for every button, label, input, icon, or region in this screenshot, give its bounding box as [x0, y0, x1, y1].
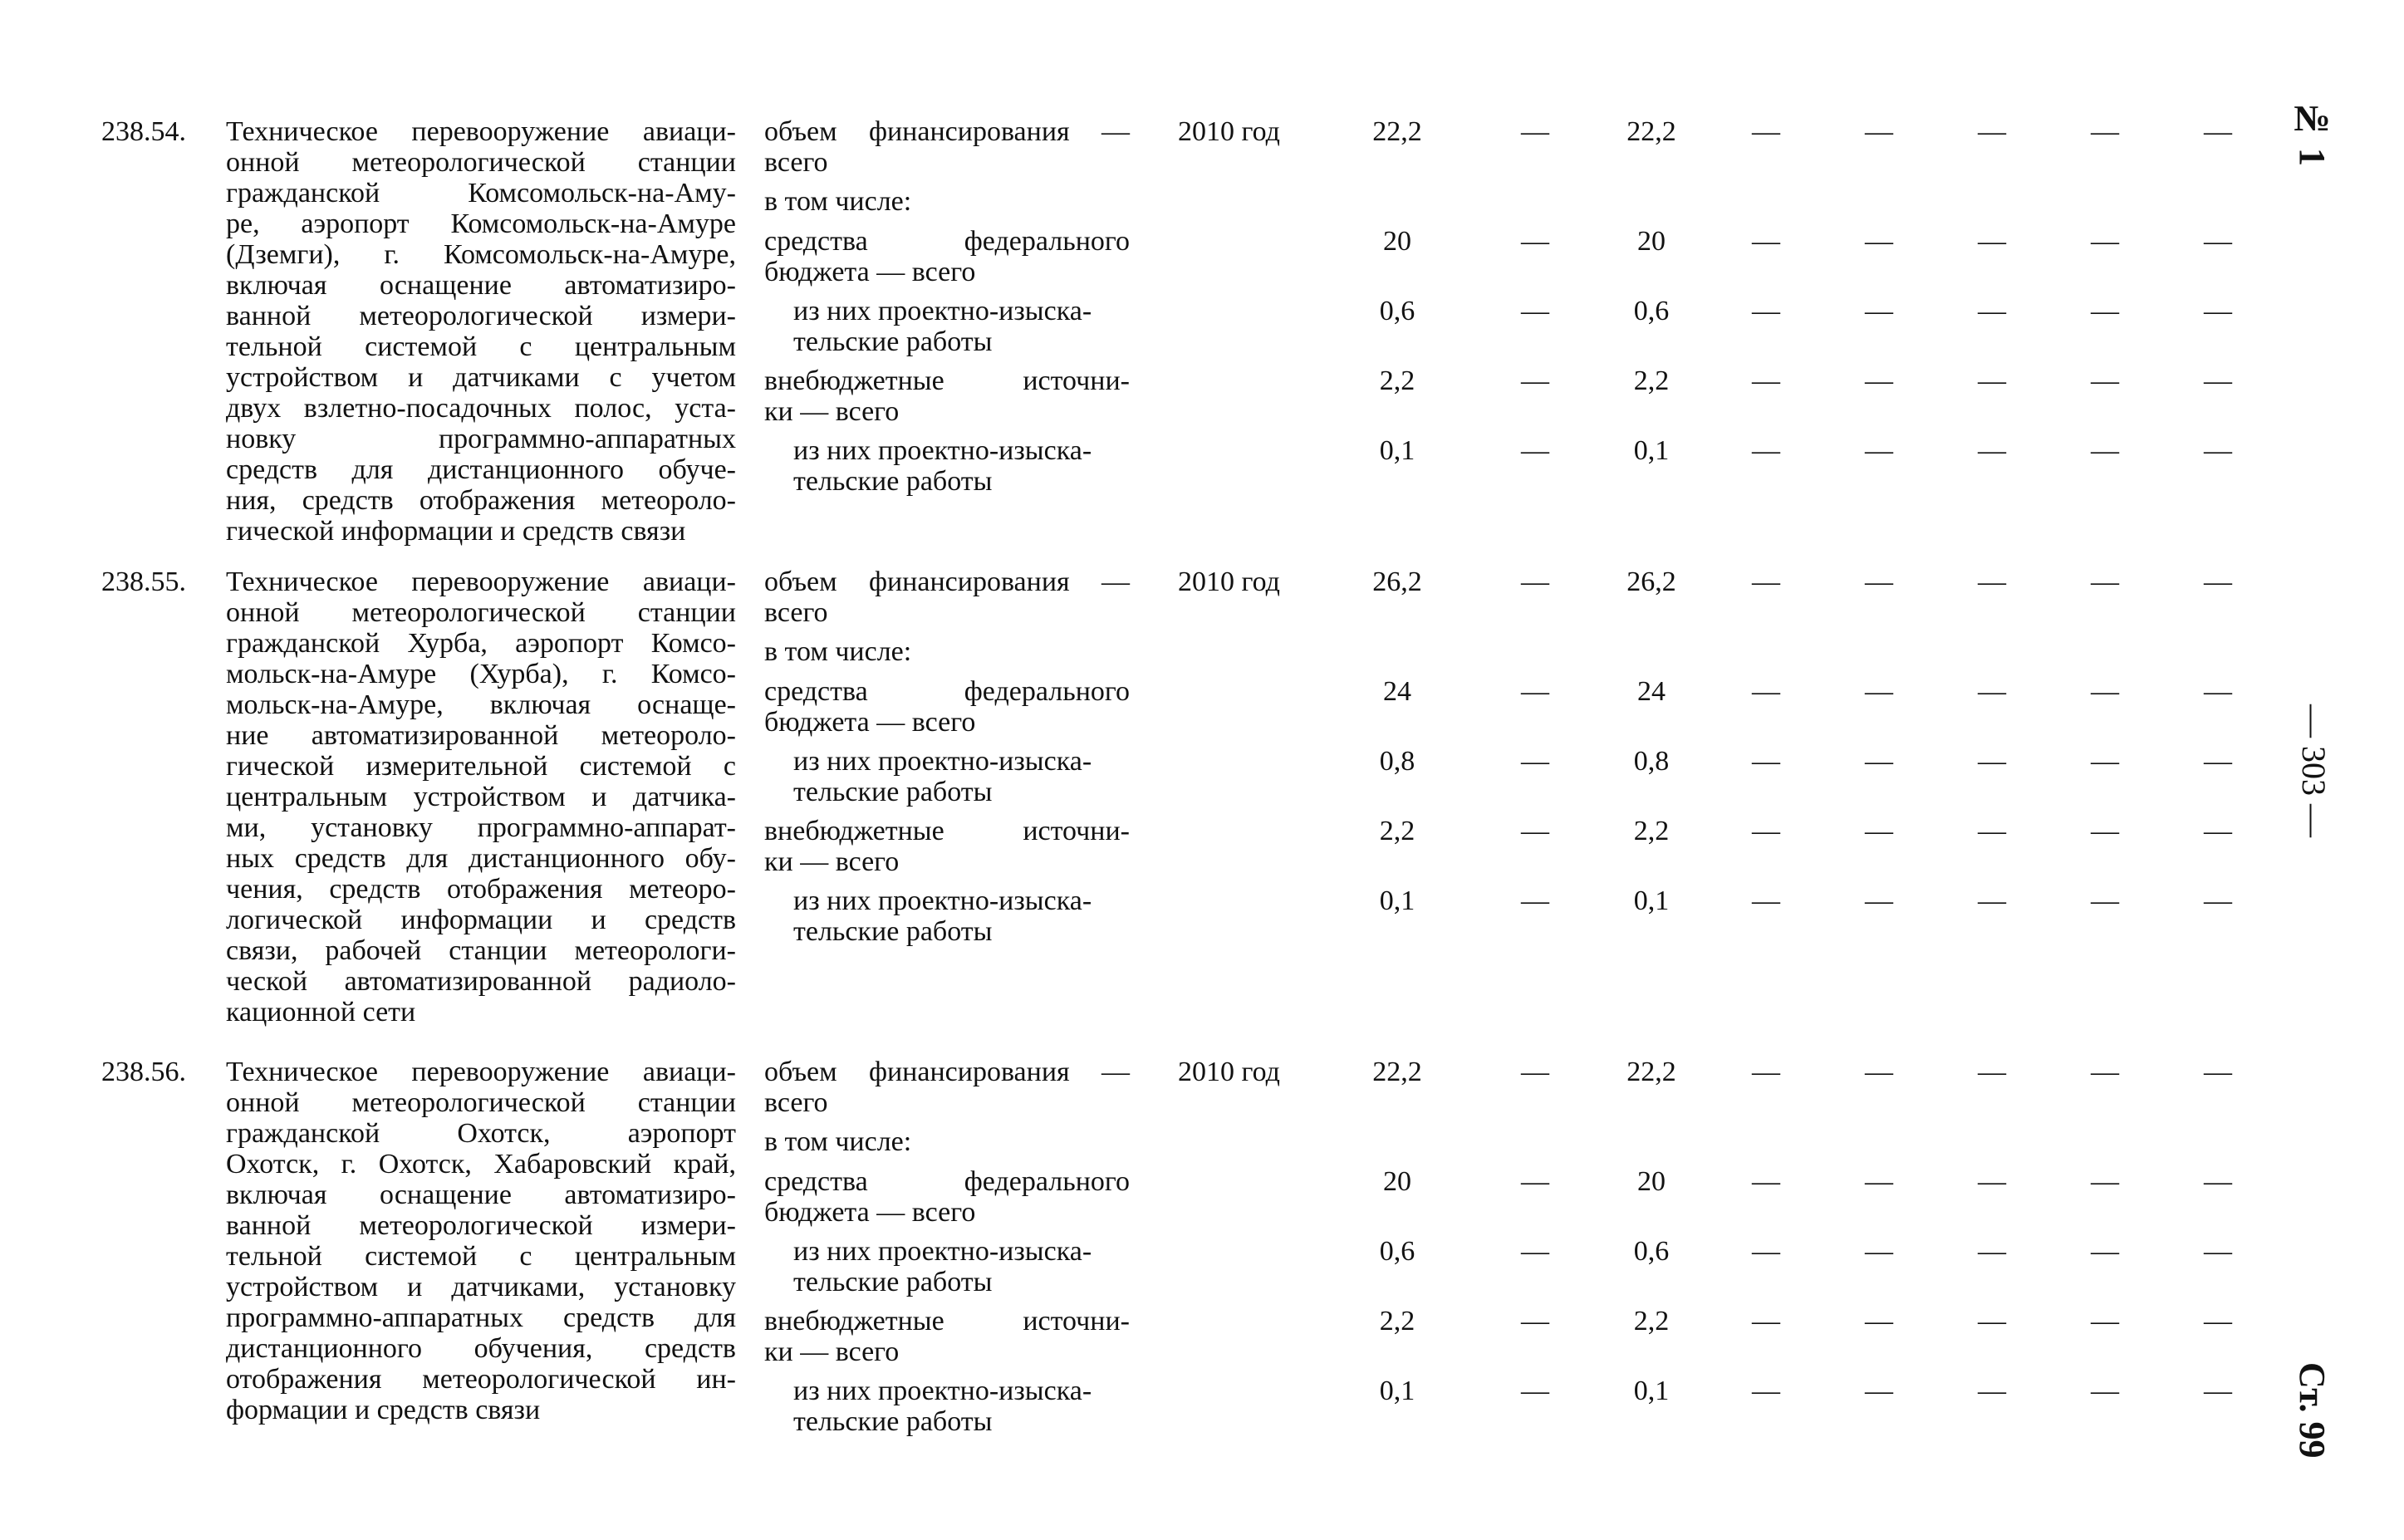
amount-cell: —	[1978, 746, 2006, 777]
description-line: гической измерительной системой с	[226, 751, 736, 782]
amount-cell: 0,1	[1633, 885, 1670, 916]
amount-cell: —	[1865, 816, 1893, 846]
amount-cell: —	[1865, 746, 1893, 777]
amount-cell: 22,2	[1626, 116, 1676, 147]
amount-cell: 0,1	[1633, 435, 1670, 466]
entry-year: 2010 год	[1178, 566, 1280, 597]
amount-cell: —	[2204, 816, 2232, 846]
amount-cell: —	[2204, 885, 2232, 916]
amount-cell: —	[1521, 885, 1549, 916]
funding-source-label	[764, 1057, 1130, 1118]
funding-source-label	[764, 226, 1130, 287]
amount-cell: —	[1521, 1376, 1549, 1406]
description-line: онной метеорологической станции	[226, 1087, 736, 1118]
amount-cell: —	[1865, 1376, 1893, 1406]
funding-source-line: всего	[764, 1087, 828, 1118]
description-line: Охотск, г. Охотск, Хабаровский край,	[226, 1149, 736, 1180]
funding-source-line: объем финансирования —	[764, 566, 1130, 597]
entry-year: 2010 год	[1178, 1057, 1280, 1087]
funding-source-label	[793, 746, 1130, 807]
funding-source-line: тельские работы	[793, 1267, 993, 1297]
description-line: логической информации и средств	[226, 905, 736, 935]
amount-cell: —	[1978, 676, 2006, 707]
amount-cell: —	[1521, 226, 1549, 257]
amount-cell: 2,2	[1379, 1306, 1415, 1336]
amount-cell: 26,2	[1372, 566, 1422, 597]
amount-cell: —	[1521, 1236, 1549, 1267]
funding-source-line: тельские работы	[793, 777, 993, 807]
funding-source-line: из них проектно-изыска-	[793, 746, 1092, 777]
amount-cell: —	[2204, 1376, 2232, 1406]
amount-cell: 0,6	[1633, 1236, 1670, 1267]
amount-cell: 0,6	[1379, 1236, 1415, 1267]
amount-cell: —	[2204, 116, 2232, 147]
funding-source-label	[764, 566, 1130, 628]
amount-cell: —	[1865, 435, 1893, 466]
amount-cell: 26,2	[1626, 566, 1676, 597]
description-line: гражданской Хурба, аэропорт Комсо-	[226, 628, 736, 659]
description-line: ных средств для дистанционного обу-	[226, 843, 736, 874]
amount-cell: 20	[1637, 226, 1666, 257]
funding-source-line: из них проектно-изыска-	[793, 296, 1092, 326]
funding-source-line: ки — всего	[764, 396, 900, 427]
description-line: (Дземги), г. Комсомольск-на-Амуре,	[226, 239, 736, 270]
description-line: Техническое перевооружение авиаци-	[226, 566, 736, 597]
amount-cell: —	[2204, 1166, 2232, 1197]
amount-cell: —	[1865, 885, 1893, 916]
section-label: Ст. 99	[2292, 1362, 2333, 1459]
amount-cell: —	[2091, 435, 2119, 466]
amount-cell: —	[2091, 365, 2119, 396]
amount-cell: —	[1978, 816, 2006, 846]
amount-cell: 24	[1383, 676, 1411, 707]
amount-cell: —	[1978, 1306, 2006, 1336]
amount-cell: —	[1521, 816, 1549, 846]
funding-source-label	[764, 116, 1130, 178]
amount-cell: —	[2091, 1236, 2119, 1267]
funding-source-line: в том числе:	[764, 186, 912, 217]
amount-cell: 24	[1637, 676, 1666, 707]
description-line: ванной метеорологической измери-	[226, 301, 736, 331]
amount-cell: —	[2204, 676, 2232, 707]
amount-cell: —	[1521, 1057, 1549, 1087]
amount-cell: 0,1	[1633, 1376, 1670, 1406]
description-line: мольск-на-Амуре, включая оснаще-	[226, 689, 736, 720]
amount-cell: —	[1978, 116, 2006, 147]
amount-cell: —	[1752, 676, 1780, 707]
funding-source-line: средства федерального	[764, 676, 1130, 707]
amount-cell: —	[1521, 296, 1549, 326]
amount-cell: —	[2091, 566, 2119, 597]
amount-cell: —	[1978, 296, 2006, 326]
amount-cell: —	[2091, 885, 2119, 916]
amount-cell: —	[1752, 885, 1780, 916]
funding-source-line: из них проектно-изыска-	[793, 885, 1092, 916]
amount-cell: —	[1752, 1166, 1780, 1197]
funding-source-line: средства федерального	[764, 1166, 1130, 1197]
amount-cell: —	[1978, 226, 2006, 257]
funding-source-line: внебюджетные источни-	[764, 365, 1130, 396]
funding-source-line: объем финансирования —	[764, 1057, 1130, 1087]
amount-cell: 20	[1383, 1166, 1411, 1197]
amount-cell: —	[2204, 365, 2232, 396]
amount-cell: —	[1752, 1376, 1780, 1406]
amount-cell: —	[2204, 746, 2232, 777]
funding-source-line: всего	[764, 147, 828, 178]
funding-source-line: бюджета — всего	[764, 1197, 976, 1228]
amount-cell: —	[1752, 816, 1780, 846]
amount-cell: —	[2204, 296, 2232, 326]
amount-cell: —	[1752, 116, 1780, 147]
amount-cell: 20	[1383, 226, 1411, 257]
amount-cell: —	[1865, 1236, 1893, 1267]
amount-cell: —	[1978, 435, 2006, 466]
description-line: ния, средств отображения метеороло-	[226, 485, 736, 516]
description-line: средств для дистанционного обуче-	[226, 454, 736, 485]
description-line: программно-аппаратных средств для	[226, 1302, 736, 1333]
funding-source-line: тельские работы	[793, 326, 993, 357]
description-line: новку программно-аппаратных	[226, 424, 736, 454]
description-line: гражданской Охотск, аэропорт	[226, 1118, 736, 1149]
amount-cell: —	[2204, 1306, 2232, 1336]
description-line: включая оснащение автоматизиро-	[226, 270, 736, 301]
amount-cell: —	[1521, 746, 1549, 777]
amount-cell: —	[2091, 816, 2119, 846]
funding-source-label	[764, 365, 1130, 427]
amount-cell: 2,2	[1379, 365, 1415, 396]
amount-cell: 22,2	[1372, 1057, 1422, 1087]
amount-cell: —	[2204, 1057, 2232, 1087]
description-line: ре, аэропорт Комсомольск-на-Амуре	[226, 208, 736, 239]
amount-cell: 22,2	[1372, 116, 1422, 147]
description-line: тельной системой с центральным	[226, 331, 736, 362]
amount-cell: —	[1752, 296, 1780, 326]
amount-cell: 22,2	[1626, 1057, 1676, 1087]
amount-cell: —	[1521, 1166, 1549, 1197]
amount-cell: —	[1865, 1057, 1893, 1087]
amount-cell: —	[1752, 365, 1780, 396]
description-line: дистанционного обучения, средств	[226, 1333, 736, 1364]
description-line: ванной метеорологической измери-	[226, 1210, 736, 1241]
amount-cell: 0,1	[1379, 1376, 1415, 1406]
amount-cell: —	[1978, 885, 2006, 916]
amount-cell: —	[1865, 676, 1893, 707]
funding-source-line: объем финансирования —	[764, 116, 1130, 147]
amount-cell: —	[1978, 1057, 2006, 1087]
amount-cell: —	[1521, 435, 1549, 466]
funding-source-line: бюджета — всего	[764, 707, 976, 738]
description-line: ми, установку программно-аппарат-	[226, 812, 736, 843]
description-line: ческой автоматизированной радиоло-	[226, 966, 736, 997]
description-line: онной метеорологической станции	[226, 147, 736, 178]
amount-cell: —	[1865, 566, 1893, 597]
amount-cell: —	[1752, 1236, 1780, 1267]
entry-code: 238.55.	[101, 566, 186, 597]
funding-source-line: тельские работы	[793, 916, 993, 947]
description-line: двух взлетно-посадочных полос, уста-	[226, 393, 736, 424]
amount-cell: 0,8	[1633, 746, 1670, 777]
amount-cell: —	[2091, 746, 2119, 777]
funding-source-line: тельские работы	[793, 1406, 993, 1437]
amount-cell: 2,2	[1379, 816, 1415, 846]
description-line: устройством и датчиками с учетом	[226, 362, 736, 393]
description-line: тельной системой с центральным	[226, 1241, 736, 1272]
funding-source-line: в том числе:	[764, 636, 912, 667]
amount-cell: —	[1752, 226, 1780, 257]
amount-cell: —	[1978, 1236, 2006, 1267]
amount-cell: —	[2204, 226, 2232, 257]
amount-cell: —	[1521, 365, 1549, 396]
amount-cell: 0,8	[1379, 746, 1415, 777]
amount-cell: 0,1	[1379, 435, 1415, 466]
funding-source-line: в том числе:	[764, 1126, 912, 1157]
amount-cell: —	[1978, 566, 2006, 597]
entry-code: 238.56.	[101, 1057, 186, 1087]
amount-cell: —	[1865, 1166, 1893, 1197]
amount-cell: —	[1521, 676, 1549, 707]
amount-cell: —	[1752, 1057, 1780, 1087]
amount-cell: —	[2091, 116, 2119, 147]
amount-cell: 20	[1637, 1166, 1666, 1197]
amount-cell: —	[1865, 296, 1893, 326]
amount-cell: —	[1978, 1166, 2006, 1197]
amount-cell: 0,6	[1633, 296, 1670, 326]
funding-source-label	[793, 1236, 1130, 1297]
funding-source-line: внебюджетные источни-	[764, 1306, 1130, 1336]
amount-cell: —	[1521, 116, 1549, 147]
amount-cell: —	[1752, 1306, 1780, 1336]
description-line: включая оснащение автоматизиро-	[226, 1180, 736, 1210]
amount-cell: 0,6	[1379, 296, 1415, 326]
amount-cell: —	[2091, 676, 2119, 707]
amount-cell: —	[2204, 1236, 2232, 1267]
funding-source-label	[764, 1126, 1130, 1157]
description-line: устройством и датчиками, установку	[226, 1272, 736, 1302]
description-line: мольск-на-Амуре (Хурба), г. Комсо-	[226, 659, 736, 689]
funding-source-line: всего	[764, 597, 828, 628]
funding-source-line: из них проектно-изыска-	[793, 1376, 1092, 1406]
amount-cell: —	[1752, 435, 1780, 466]
entry-description	[226, 1057, 736, 1425]
funding-source-label	[764, 676, 1130, 738]
funding-source-line: ки — всего	[764, 846, 900, 877]
description-line: гражданской Комсомольск-на-Аму-	[226, 178, 736, 208]
funding-source-label	[793, 885, 1130, 947]
description-line: Техническое перевооружение авиаци-	[226, 1057, 736, 1087]
amount-cell: —	[1865, 365, 1893, 396]
funding-source-line: внебюджетные источни-	[764, 816, 1130, 846]
entry-code: 238.54.	[101, 116, 186, 147]
amount-cell: —	[2091, 1376, 2119, 1406]
funding-source-label	[764, 636, 1130, 667]
amount-cell: —	[1978, 365, 2006, 396]
amount-cell: —	[2204, 566, 2232, 597]
description-line: онной метеорологической станции	[226, 597, 736, 628]
entry-description	[226, 116, 736, 547]
funding-source-label	[764, 1166, 1130, 1228]
page-number: — 303 —	[2295, 704, 2333, 837]
funding-source-label	[793, 296, 1130, 357]
amount-cell: —	[2091, 296, 2119, 326]
funding-source-label	[764, 816, 1130, 877]
funding-source-label	[793, 1376, 1130, 1437]
funding-source-line: ки — всего	[764, 1336, 900, 1367]
amount-cell: —	[1521, 566, 1549, 597]
funding-source-line: средства федерального	[764, 226, 1130, 257]
amount-cell: 0,1	[1379, 885, 1415, 916]
amount-cell: —	[1752, 746, 1780, 777]
description-line: чения, средств отображения метеоро-	[226, 874, 736, 905]
description-line: отображения метеорологической ин-	[226, 1364, 736, 1395]
description-line: центральным устройством и датчика-	[226, 782, 736, 812]
issue-label: № 1	[2292, 98, 2333, 166]
description-line: гической информации и средств связи	[226, 516, 686, 547]
amount-cell: —	[2091, 1166, 2119, 1197]
entry-year: 2010 год	[1178, 116, 1280, 147]
amount-cell: —	[2091, 1057, 2119, 1087]
description-line: кационной сети	[226, 997, 416, 1027]
funding-source-line: бюджета — всего	[764, 257, 976, 287]
funding-source-label	[764, 1306, 1130, 1367]
amount-cell: —	[1865, 226, 1893, 257]
funding-source-label	[764, 186, 1130, 217]
amount-cell: —	[1978, 1376, 2006, 1406]
amount-cell: 2,2	[1633, 816, 1670, 846]
funding-source-line: тельские работы	[793, 466, 993, 497]
funding-source-label	[793, 435, 1130, 497]
amount-cell: —	[2204, 435, 2232, 466]
amount-cell: 2,2	[1633, 1306, 1670, 1336]
amount-cell: —	[1865, 1306, 1893, 1336]
description-line: ние автоматизированной метеороло-	[226, 720, 736, 751]
amount-cell: 2,2	[1633, 365, 1670, 396]
amount-cell: —	[1865, 116, 1893, 147]
entry-description	[226, 566, 736, 1027]
amount-cell: —	[1521, 1306, 1549, 1336]
amount-cell: —	[2091, 226, 2119, 257]
description-line: связи, рабочей станции метеорологи-	[226, 935, 736, 966]
amount-cell: —	[2091, 1306, 2119, 1336]
description-line: формации и средств связи	[226, 1395, 541, 1425]
amount-cell: —	[1752, 566, 1780, 597]
funding-source-line: из них проектно-изыска-	[793, 1236, 1092, 1267]
funding-source-line: из них проектно-изыска-	[793, 435, 1092, 466]
description-line: Техническое перевооружение авиаци-	[226, 116, 736, 147]
